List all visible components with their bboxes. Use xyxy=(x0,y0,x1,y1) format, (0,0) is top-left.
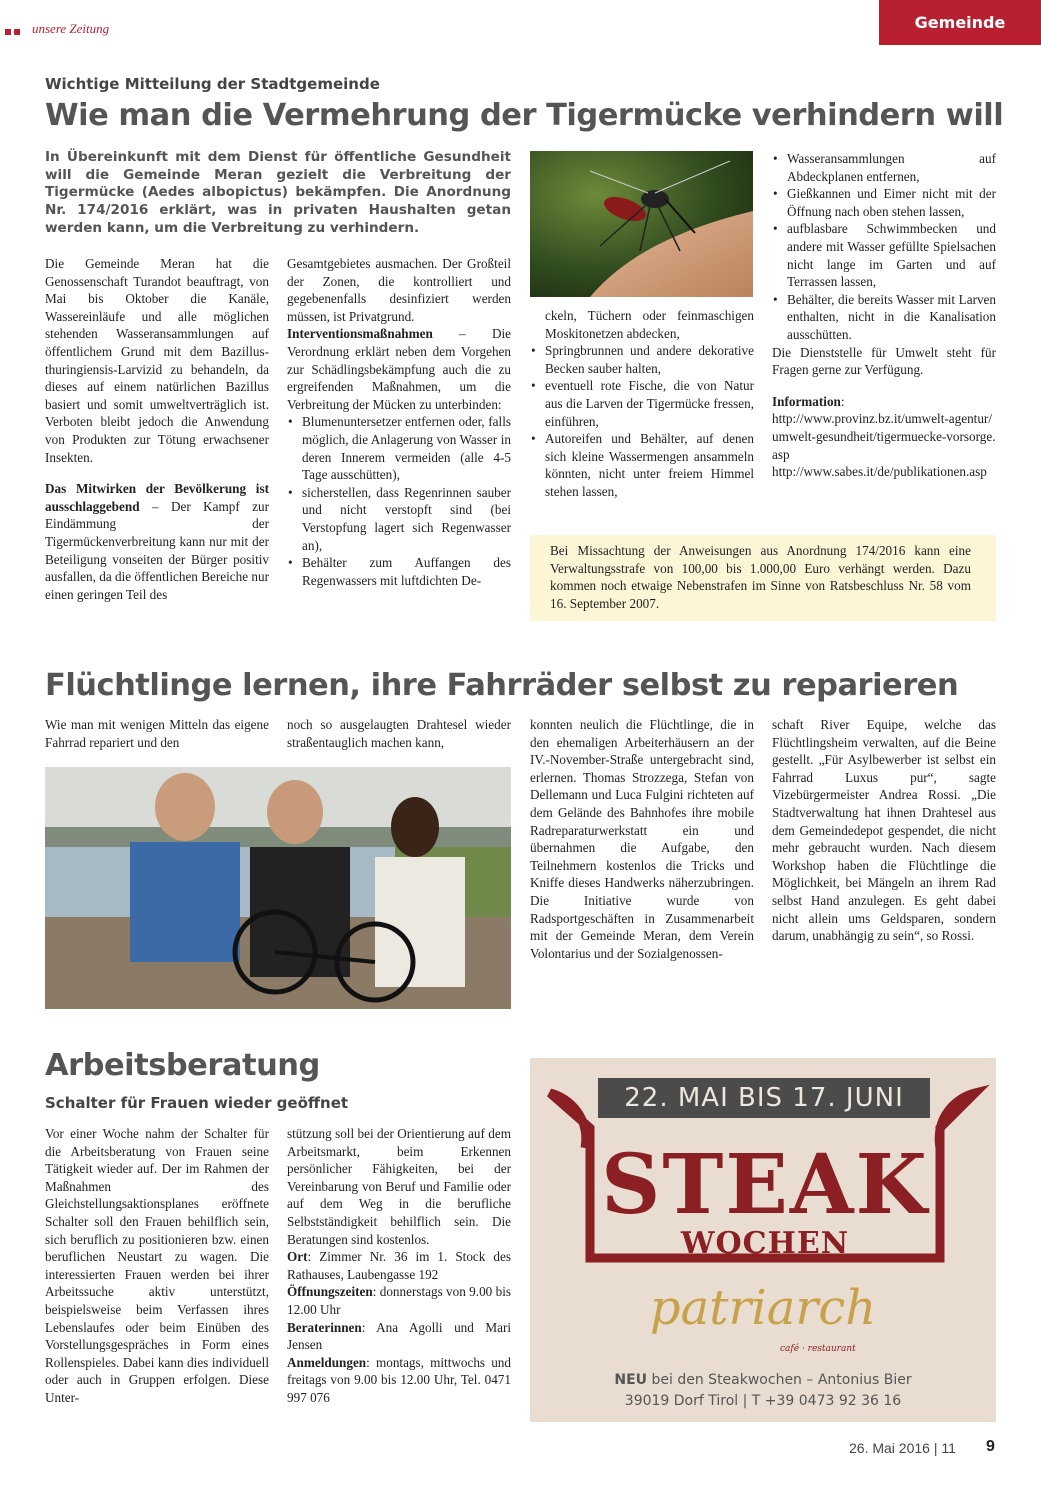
article1-col4-paragraph: Die Dienststelle für Umwelt steht für Fragen gerne zur Verfügung. xyxy=(772,344,996,378)
article3-col2 xyxy=(287,1125,511,1407)
list-item: • Behälter, die bereits Wasser mit Larven enthalten, nicht in die Kanalisation ausschütten. xyxy=(787,291,996,344)
article2-col2: noch so ausgelaugten Drahtesel wieder straßentauglich machen kann, xyxy=(287,717,511,750)
info-heading: Information: xyxy=(772,393,845,409)
footer-date: 26. Mai 2016 | 11 xyxy=(849,1440,956,1456)
info-link-provinz[interactable]: http://www.provinz.bz.it/umwelt-agentur/umwelt-gesundheit/tigermuecke-vorsorge.asp xyxy=(772,411,996,462)
ad-brand-sub: café · restaurant xyxy=(780,1344,856,1354)
opening-hours-info: Öffnungszeiten: donnerstags von 9.00 bis 12.00 Uhr xyxy=(287,1284,511,1317)
steakwochen-ad[interactable] xyxy=(530,1058,996,1422)
list-item: • Blumenuntersetzer entfernen oder, falls möglich, die Anlagerung von Wasser in deren Innerem vermeiden (alle 4-5 Tage ausschütten), xyxy=(302,413,511,483)
list-item: • Autoreifen und Behälter, auf denen sich kleine Wassermengen ansammeln könnten, nicht unter freiem Himmel stehen lassen, xyxy=(545,430,754,500)
article1-title: Wie man die Vermehrung der Tigermücke verhindern will xyxy=(45,98,1004,133)
list-item: • Wasseransammlungen auf Abdeckplanen entfernen, xyxy=(787,150,996,185)
article2-title: Flüchtlinge lernen, ihre Fahrräder selbst zu reparieren xyxy=(45,668,959,703)
article3-subtitle: Schalter für Frauen wieder geöffnet xyxy=(45,1094,349,1112)
article3-col1: Vor einer Woche nahm der Schalter für die Arbeitsberatung von Frauen seine Tätigkeit wieder auf. Der im Rahmen der Maßnahmen des Gleichstellungsaktionsplanes eröffnete Schalter soll den Frauen behilflich sein, sich beruflich zu positionieren bzw. einen beruflichen Neustart zu wagen. Die interessierten Frauen werden bei ihrer Arbeitssuche aktiv unterstützt, beispielsweise beim Verfassen ihres Lebenslaufes oder beim Einüben des Vorstellungsgespräches in Form eines Rollenspieles. Dabei kann dies individuell oder auch in Gruppen erfolgen. Diese Unter- xyxy=(45,1126,269,1405)
location-info: Ort: Zimmer Nr. 36 im 1. Stock des Rathauses, Laubengasse 192 xyxy=(287,1249,511,1282)
ad-steak: STEAK xyxy=(601,1137,929,1233)
article1-col2-paragraph2: Interventionsmaßnahmen – Die Verordnung erklärt neben dem Vorgehen zur Schädlingsbekämpfung auch die zu ergreifenden Maßnahmen, um die Verbreitung der Mücken zu unterbinden: xyxy=(287,326,511,412)
article1-col2 xyxy=(287,255,511,589)
article1-col2-bold: Interventionsmaßnahmen xyxy=(287,326,433,342)
penalty-notice-box xyxy=(530,535,996,621)
section-tab: Gemeinde xyxy=(879,0,1041,45)
bike-repair-photo xyxy=(45,767,511,1009)
mosquito-photo xyxy=(530,151,753,297)
article1-col2-paragraph: Gesamtgebietes ausmachen. Der Großteil der Zonen, die kontrolliert und gegebenenfalls desinfiziert werden müssen, ist Privatgrund. xyxy=(287,256,511,324)
article3-title: Arbeitsberatung xyxy=(45,1048,320,1083)
ad-wochen: WOCHEN xyxy=(680,1226,850,1261)
list-item: • Springbrunnen und andere dekorative Becken sauber halten, xyxy=(545,342,754,377)
article2-col4: schaft River Equipe, welche das Flüchtlingsheim verwalten, auf die Beine gestellt. „Für Asylbewerber ist selbst ein Fahrrad Luxus pur“, sagte Vizebürgermeister Andrea Rossi. „Die Stadtverwaltung hat ihnen Drahtesel aus dem Gemeindedepot gespendet, die nicht mehr gebraucht wurden. Nach diesem Workshop haben die Flüchtlinge die Möglichkeit, bei Mängeln an ihrem Rad selbst Hand anzulegen. Es geht dabei nicht allein ums Geldsparen, sondern darum, unabhängig zu sein“, so Rossi. xyxy=(772,717,996,944)
article2-col1: Wie man mit wenigen Mitteln das eigene Fahrrad repariert und den xyxy=(45,717,269,750)
article1-col4 xyxy=(772,150,996,481)
list-item: • eventuell rote Fische, die von Natur aus die Larven der Tigermücke fressen, einführen, xyxy=(545,377,754,430)
article1-col3-list xyxy=(530,342,754,500)
article1-kicker: Wichtige Mitteilung der Stadtgemeinde xyxy=(45,75,380,93)
publication-logo: unsere Zeitung xyxy=(32,21,110,36)
list-item: • sicherstellen, dass Regenrinnen sauber und nicht verstopft sind (bei Verstopfung lagert sich Regenwasser an), xyxy=(302,484,511,554)
header-squares xyxy=(5,29,21,36)
article1-col3 xyxy=(530,307,754,501)
info-link-sabes[interactable]: http://www.sabes.it/de/publikationen.asp xyxy=(772,464,987,480)
penalty-notice-text: Bei Missachtung der Anweisungen aus Anordnung 174/2016 kann eine Verwaltungsstrafe von 100,00 bis 1.000,00 Euro verhängt werden. Dazu kommen noch etwaige Nebenstrafen im Sinne von Ratsbeschluss Nr. 58 vom 16. September 2007. xyxy=(550,543,971,611)
list-item: • Gießkannen und Eimer nicht mit der Öffnung nach oben stehen lassen, xyxy=(787,185,996,220)
article3-col2-paragraph: stützung soll bei der Orientierung auf dem Arbeitsmarkt, beim Erkennen persönlicher Fähigkeiten, bei der Vereinbarung von Beruf und Familie oder auf dem Weg in die berufliche Selbstständigkeit behilflich sein. Die Beratungen sind kostenlos. xyxy=(287,1126,511,1247)
article1-col1-bold: Das Mitwirken der Bevölkerung ist ausschlaggebend xyxy=(45,481,269,514)
article1-col1 xyxy=(45,255,269,603)
article1-col1-paragraph: Die Gemeinde Meran hat die Genossenschaft Turandot beauftragt, von Mai bis Oktober die Kanäle, Wassereinläufe und alle möglichen stehenden Wasseransammlungen auf öffentlichem Grund mit dem Bazillus-thuringiensis-Larvizid zu behandeln, da dieses auf einem natürlichen Bazillus basiert und somit umweltverträglich ist. Verboten bleibt jedoch die Anwendung von Produkten zur Tötung erwachsener Insekten. xyxy=(45,256,269,465)
advisors-info: Beraterinnen: Ana Agolli und Mari Jensen xyxy=(287,1319,511,1353)
article1-col4-list xyxy=(772,150,996,344)
registration-info: Anmeldungen: montags, mittwochs und freitags von 9.00 bis 12.00 Uhr, Tel. 0471 997 076 xyxy=(287,1354,511,1405)
ad-line1: NEU bei den Steakwochen – Antonius Bier xyxy=(614,1372,912,1388)
list-item: • Behälter zum Auffangen des Regenwassers mit luftdichten De- xyxy=(302,554,511,589)
article1-lead: In Übereinkunft mit dem Dienst für öffentliche Gesundheit will die Gemeinde Meran gezielt die Verbreitung der Tigermücke (Aedes albopictus) bekämpfen. Die Anordnung Nr. 174/2016 erklärt, was in privaten Haushalten getan werden kann, um die Verbreitung zu verhindern. xyxy=(45,149,511,236)
article2-col3: konnten neulich die Flüchtlinge, die in den ehemaligen Arbeiterhäusern an der IV.-November-Straße untergebracht sind, erlernen. Thomas Strozzega, Stefan von Dellemann und Luca Fulgini richteten auf dem Gelände des Bahnhofes ihre mobile Radreparaturwerkstatt ein und übernahmen die Aufgabe, den Teilnehmern kostenlos die Tricks und Kniffe dieses Handwerks näherzubringen. Die Initiative wurde von Radsportgeschäften in Zusammenarbeit mit der Gemeinde Meran, dem Verein Volontarius und der Sozialgenossen- xyxy=(530,717,754,961)
ad-dates: 22. MAI BIS 17. JUNI xyxy=(624,1083,904,1113)
article1-col3-paragraph: ckeln, Tüchern oder feinmaschigen Moskitonetzen abdecken, xyxy=(545,308,754,341)
article1-col1-paragraph2: Das Mitwirken der Bevölkerung ist ausschlaggebend – Der Kampf zur Eindämmung der Tigermückenverbreitung kann nur mit der Beteiligung vonseiten der Bürger positiv ausfallen, da die öffentlichen Bereiche nur einen geringen Teil des xyxy=(45,481,269,602)
ad-brand-logo: patriarch xyxy=(649,1280,877,1336)
article1-col2-list xyxy=(287,413,511,589)
list-item: • aufblasbare Schwimmbecken und andere mit Wasser gefüllte Spielsachen nicht lange im Garten und auf Terrassen lassen, xyxy=(787,220,996,290)
ad-line2: 39019 Dorf Tirol | T +39 0473 92 36 16 xyxy=(624,1393,902,1409)
page-number: 9 xyxy=(986,1438,995,1455)
